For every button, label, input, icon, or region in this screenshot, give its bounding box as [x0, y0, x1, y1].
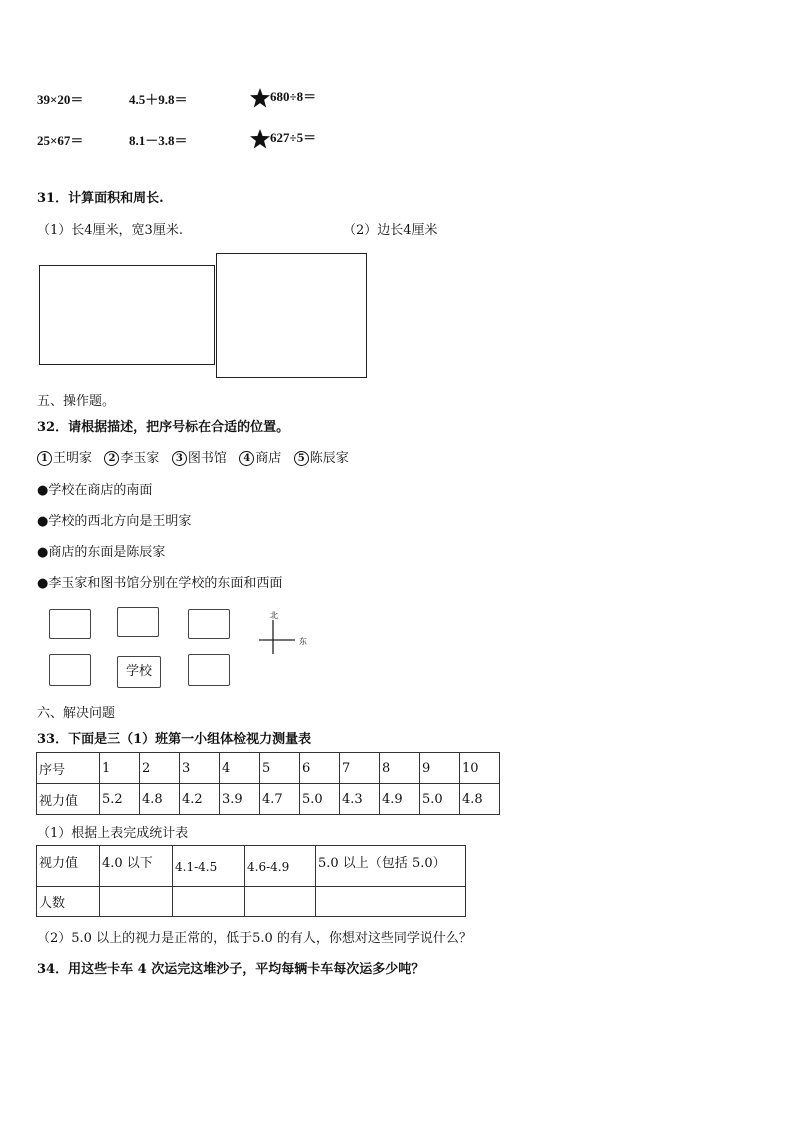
- table-cell: 5.0 以上（包括 5.0）: [316, 846, 466, 887]
- q33-part2: （2）5.0 以上的视力是正常的，低于5.0 的有人，你想对这些同学说什么？: [37, 931, 472, 946]
- option-label: 图书馆: [187, 451, 227, 466]
- option-label: 商店: [255, 451, 282, 466]
- calc-2-1: 25×67＝: [37, 133, 84, 148]
- table-cell: 人数: [37, 887, 100, 917]
- table-row: [37, 753, 500, 784]
- table-row: [37, 846, 466, 887]
- vision-table: [36, 752, 500, 815]
- answer-cell[interactable]: [245, 887, 316, 917]
- option-5: [294, 451, 349, 466]
- table-cell: 4: [220, 753, 260, 784]
- circled-number-icon: 4: [239, 451, 254, 466]
- school-label: 学校: [125, 664, 152, 679]
- table-cell: 5.0: [420, 784, 460, 815]
- rectangle-figure: [39, 265, 215, 365]
- option-3: [172, 451, 227, 466]
- table-cell: 4.1-4.5: [173, 846, 245, 887]
- calc-1-1: 39×20＝: [37, 92, 84, 107]
- star-icon: [250, 88, 270, 108]
- calc-2-3: [250, 127, 316, 149]
- table-cell: 4.7: [260, 784, 300, 815]
- calc-1-3: [250, 86, 316, 108]
- table-cell: 视力值: [37, 784, 100, 815]
- table-row: [37, 784, 500, 815]
- clue-3: ●商店的东面是陈辰家: [37, 545, 166, 560]
- q34-title: 34．用这些卡车 4 次运完这堆沙子，平均每辆卡车每次运多少吨？: [37, 962, 425, 977]
- compass-icon: [257, 612, 317, 660]
- clue-4: ●李玉家和图书馆分别在学校的东面和西面: [37, 576, 283, 591]
- table-cell: 3.9: [220, 784, 260, 815]
- table-row: [37, 887, 466, 917]
- map-box-n[interactable]: [117, 607, 159, 637]
- q31-title: 31．计算面积和周长.: [37, 191, 164, 206]
- square-figure: [216, 253, 367, 378]
- answer-cell[interactable]: [100, 887, 173, 917]
- statistics-table: [36, 845, 466, 917]
- q31-part2: （2）边长4厘米: [343, 223, 438, 238]
- table-cell: 4.0 以下: [100, 846, 173, 887]
- table-cell: 4.8: [460, 784, 500, 815]
- answer-cell[interactable]: [173, 887, 245, 917]
- q33-part1: （1）根据上表完成统计表: [37, 826, 189, 841]
- table-cell: 4.8: [140, 784, 180, 815]
- compass-north-label: 北: [270, 611, 278, 620]
- table-cell: 4.6-4.9: [245, 846, 316, 887]
- q31-part1: （1）长4厘米，宽3厘米.: [37, 223, 183, 238]
- option-2: [104, 451, 159, 466]
- table-cell: 8: [380, 753, 420, 784]
- map-box-nw[interactable]: [49, 609, 91, 639]
- table-cell: 7: [340, 753, 380, 784]
- star-icon: [250, 129, 270, 149]
- table-cell: 4.3: [340, 784, 380, 815]
- calc-2-2: 8.1－3.8＝: [129, 133, 188, 148]
- table-cell: 5.0: [300, 784, 340, 815]
- option-label: 王明家: [53, 451, 93, 466]
- circled-number-icon: 1: [37, 451, 52, 466]
- table-cell: 4.2: [180, 784, 220, 815]
- answer-cell[interactable]: [316, 887, 466, 917]
- table-cell: 3: [180, 753, 220, 784]
- table-cell: 2: [140, 753, 180, 784]
- circled-number-icon: 3: [172, 451, 187, 466]
- map-box-w[interactable]: [49, 654, 91, 686]
- option-4: [239, 451, 281, 466]
- option-1: [37, 451, 92, 466]
- clue-2: ●学校的西北方向是王明家: [37, 514, 192, 529]
- table-cell: 视力值: [37, 846, 100, 887]
- map-box-school: [117, 656, 161, 688]
- circled-number-icon: 5: [294, 451, 309, 466]
- map-box-e[interactable]: [188, 654, 230, 686]
- map-box-ne[interactable]: [188, 609, 230, 639]
- clue-1: ●学校在商店的南面: [37, 483, 153, 498]
- compass-east-label: 东: [299, 637, 307, 646]
- q33-title: 33．下面是三（1）班第一小组体检视力测量表: [37, 732, 312, 747]
- section-6-heading: 六、解决问题: [37, 706, 116, 721]
- table-cell: 6: [300, 753, 340, 784]
- section-5-heading: 五、操作题。: [37, 394, 116, 409]
- calc-text: 627÷5＝: [270, 130, 317, 145]
- q32-options: [37, 447, 349, 466]
- option-label: 陈辰家: [309, 451, 349, 466]
- table-cell: 1: [100, 753, 140, 784]
- q32-title: 32．请根据描述，把序号标在合适的位置。: [37, 420, 290, 435]
- table-cell: 5.2: [100, 784, 140, 815]
- calc-text: 680÷8＝: [270, 89, 317, 104]
- table-cell: 9: [420, 753, 460, 784]
- table-cell: 序号: [37, 753, 100, 784]
- table-cell: 4.9: [380, 784, 420, 815]
- table-cell: 10: [460, 753, 500, 784]
- option-label: 李玉家: [120, 451, 160, 466]
- circled-number-icon: 2: [104, 451, 119, 466]
- table-cell: 5: [260, 753, 300, 784]
- calc-1-2: 4.5＋9.8＝: [129, 92, 188, 107]
